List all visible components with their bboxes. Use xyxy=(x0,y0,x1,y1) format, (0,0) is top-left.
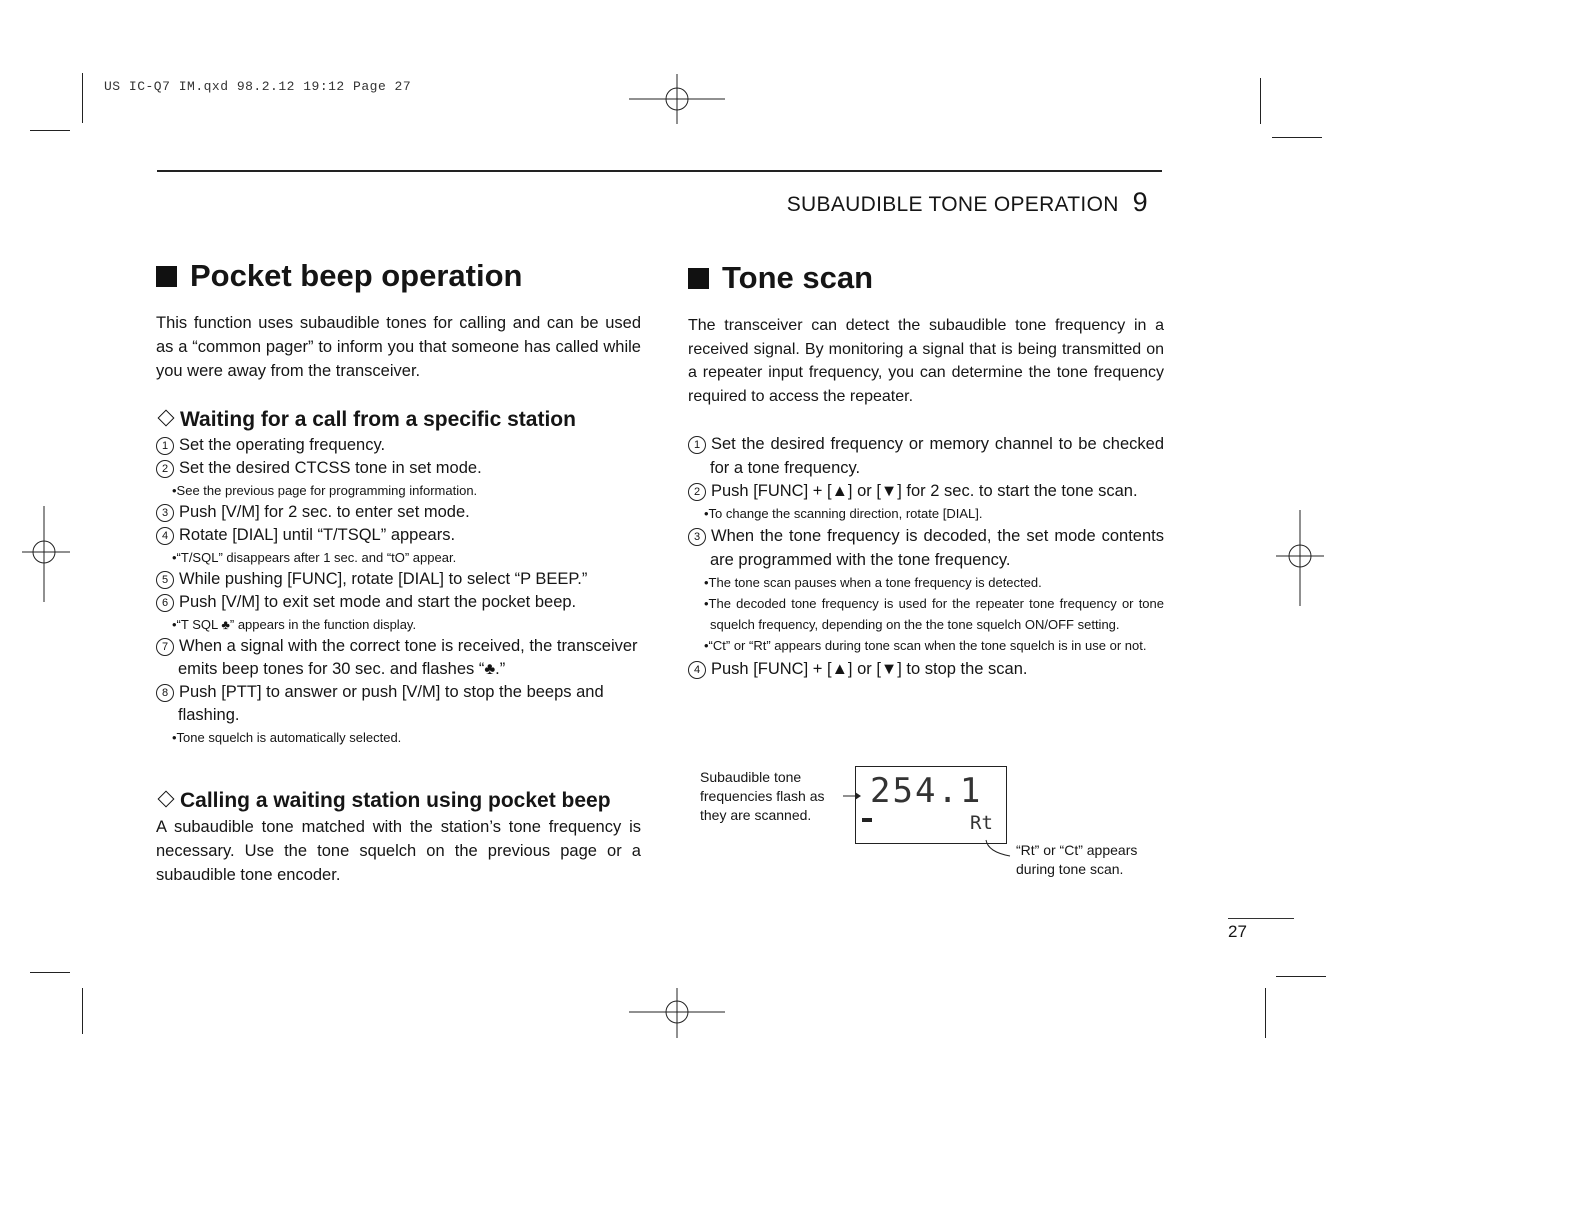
step-number: 2 xyxy=(156,460,174,478)
subheading-waiting xyxy=(156,408,576,432)
heading-text: Tone scan xyxy=(722,260,874,295)
subheading-calling xyxy=(156,789,611,813)
step-item xyxy=(156,457,641,480)
step-text: Push [PTT] to answer or push [V/M] to stop the beeps and flashing. xyxy=(178,683,604,724)
registration-mark-right xyxy=(1272,508,1328,608)
step-note: •“T SQL ♣” appears in the function display. xyxy=(172,617,417,632)
step-item xyxy=(688,432,1164,480)
heading-square-icon xyxy=(156,266,177,287)
subheading-text: Waiting for a call from a specific station xyxy=(180,408,576,431)
crop-mark xyxy=(1272,137,1322,138)
step-number: 4 xyxy=(688,661,706,679)
registration-mark-top xyxy=(625,70,729,126)
step-number: 1 xyxy=(688,436,706,454)
waiting-steps xyxy=(156,434,641,748)
step-number: 2 xyxy=(688,483,706,501)
step-item xyxy=(156,681,641,727)
step-note: •“Ct” or “Rt” appears during tone scan when the tone squelch is in use or not. xyxy=(704,638,1147,653)
step-number: 3 xyxy=(688,528,706,546)
step-note: •The tone scan pauses when a tone frequency is detected. xyxy=(704,575,1042,590)
chapter-title: SUBAUDIBLE TONE OPERATION xyxy=(786,193,1119,216)
diamond-icon xyxy=(158,410,175,427)
heading-text: Pocket beep operation xyxy=(190,258,523,293)
pocket-beep-intro: This function uses subaudible tones for calling and can be used as a “common pager” to inform you that someone has called while you were away from the transceiver. xyxy=(156,314,641,380)
step-text: When the tone frequency is decoded, the set mode contents are programmed with the tone frequency. xyxy=(710,527,1164,569)
step-text: Rotate [DIAL] until “T/TSQL” appears. xyxy=(179,526,456,544)
step-note: •“T/SQL” disappears after 1 sec. and “tO” appear. xyxy=(172,550,457,565)
step-text: Push [FUNC] + [▲] or [▼] to stop the scan. xyxy=(711,660,1028,678)
step-note: •Tone squelch is automatically selected. xyxy=(172,730,402,745)
diamond-icon xyxy=(158,791,175,808)
step-text: Set the desired frequency or memory channel to be checked for a tone frequency. xyxy=(710,435,1164,477)
step-item xyxy=(156,591,641,614)
step-number: 6 xyxy=(156,594,174,612)
step-text: When a signal with the correct tone is received, the transceiver emits beep tones for 30 sec. and flashes “♣.” xyxy=(178,637,638,678)
step-text: Push [V/M] for 2 sec. to enter set mode. xyxy=(179,503,470,521)
step-number: 8 xyxy=(156,684,174,702)
step-note: •The decoded tone frequency is used for the repeater tone frequency or tone squelch frequency, depending on the the tone squelch ON/OFF setting. xyxy=(704,596,1164,632)
registration-mark-left xyxy=(18,504,74,604)
step-item xyxy=(156,501,641,524)
step-number: 7 xyxy=(156,638,174,656)
step-note: •To change the scanning direction, rotate [DIAL]. xyxy=(704,506,983,521)
step-text: Push [FUNC] + [▲] or [▼] for 2 sec. to start the tone scan. xyxy=(711,482,1138,500)
section-heading-tone-scan xyxy=(688,260,873,296)
step-number: 3 xyxy=(156,504,174,522)
file-slug: US IC-Q7 IM.qxd 98.2.12 19:12 Page 27 xyxy=(104,79,412,94)
crop-mark xyxy=(1276,976,1326,977)
crop-mark xyxy=(30,130,70,131)
tone-scan-steps xyxy=(688,432,1164,681)
crop-mark xyxy=(30,972,70,973)
step-number: 5 xyxy=(156,571,174,589)
step-note: •See the previous page for programming information. xyxy=(172,483,478,498)
step-text: Set the desired CTCSS tone in set mode. xyxy=(179,459,482,477)
step-item xyxy=(156,434,641,457)
crop-mark xyxy=(82,988,83,1034)
header-rule xyxy=(157,170,1162,172)
registration-mark-bottom xyxy=(625,984,729,1040)
lcd-frequency-readout: 254.1 xyxy=(870,771,983,811)
step-item xyxy=(688,524,1164,572)
step-text: Set the operating frequency. xyxy=(179,436,386,454)
callout-line xyxy=(984,838,1014,860)
calling-text: A subaudible tone matched with the station’s tone frequency is necessary. Use the tone squelch on the previous page or a subaudible tone encoder. xyxy=(156,818,641,884)
section-heading-pocket-beep xyxy=(156,258,522,294)
lcd-rt-indicator: Rt xyxy=(970,812,993,834)
lcd-segment-indicator xyxy=(862,818,872,822)
step-item xyxy=(688,480,1164,503)
step-item xyxy=(688,658,1164,681)
heading-square-icon xyxy=(688,268,709,289)
step-text: While pushing [FUNC], rotate [DIAL] to select “P BEEP.” xyxy=(179,570,588,588)
chapter-number: 9 xyxy=(1132,187,1148,217)
step-number: 4 xyxy=(156,527,174,545)
crop-mark xyxy=(1265,988,1266,1038)
crop-mark xyxy=(82,73,83,123)
step-item xyxy=(156,635,641,681)
step-item xyxy=(156,524,641,547)
step-number: 1 xyxy=(156,437,174,455)
step-item xyxy=(156,568,641,591)
chapter-header xyxy=(787,187,1148,218)
figure-caption-right: “Rt” or “Ct” appears during tone scan. xyxy=(1016,842,1138,877)
step-text: Push [V/M] to exit set mode and start the pocket beep. xyxy=(179,593,577,611)
tone-scan-intro: The transceiver can detect the subaudible tone frequency in a received signal. By monitoring a signal that is being transmitted on a repeater input frequency, you can determine the tone frequency required to access the repeater. xyxy=(688,317,1164,405)
subheading-text: Calling a waiting station using pocket beep xyxy=(180,789,611,812)
figure-caption-left: Subaudible tone frequencies flash as they are scanned. xyxy=(700,769,825,823)
page-number-rule xyxy=(1228,918,1294,919)
page-number: 27 xyxy=(1228,922,1247,941)
crop-mark xyxy=(1260,78,1261,124)
